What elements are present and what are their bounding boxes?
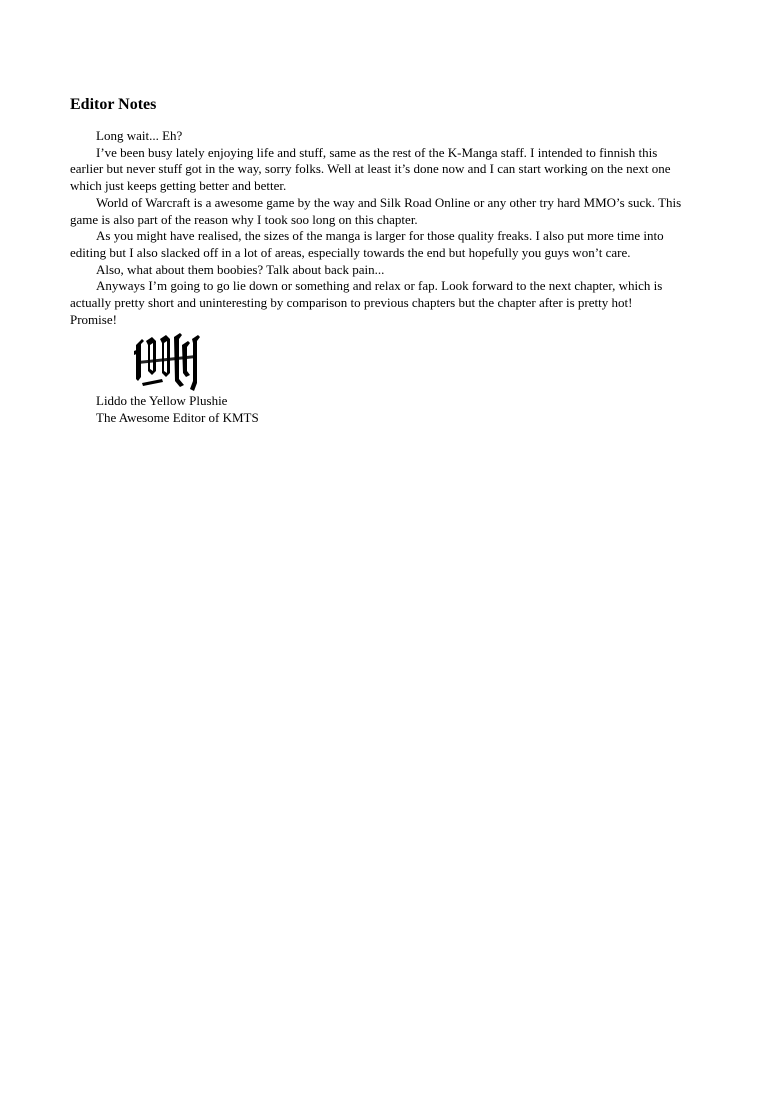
signature-image (132, 331, 202, 393)
paragraph-6: Anyways I’m going to go lie down or something and relax or fap. Look forward to the next chapter, which is actually pretty short and uninteresting by comparison to previous chapters but the chapter after is pretty hot! Promise! (70, 278, 663, 327)
signature-name: Liddo the Yellow Plushie (96, 393, 228, 409)
signature-role: The Awesome Editor of KMTS (96, 410, 259, 426)
document-page (70, 96, 682, 427)
paragraph-2: I’ve been busy lately enjoying life and stuff, same as the rest of the K-Manga staff. I intended to finnish this earlier but never stuff got in the way, sorry folks. Well at least it’s done now and I can start working on the next one which just keeps getting better and better. (70, 144, 671, 194)
paragraph-1: Long wait... Eh? (96, 128, 183, 143)
page-title: Editor Notes (70, 96, 157, 113)
paragraph-3: World of Warcraft is a awesome game by the way and Silk Road Online or any other try hard MMO’s suck. This game is also part of the reason why I took soo long on this chapter. (70, 194, 682, 227)
paragraph-5: Also, what about them boobies? Talk about back pain... (96, 261, 385, 277)
calligraphic-signature-icon (132, 331, 202, 393)
paragraph-4: As you might have realised, the sizes of the manga is larger for those quality freaks. I also put more time into editing but I also slacked off in a lot of areas, especially towards the end but hopefully you guys won’t care. (70, 228, 664, 260)
